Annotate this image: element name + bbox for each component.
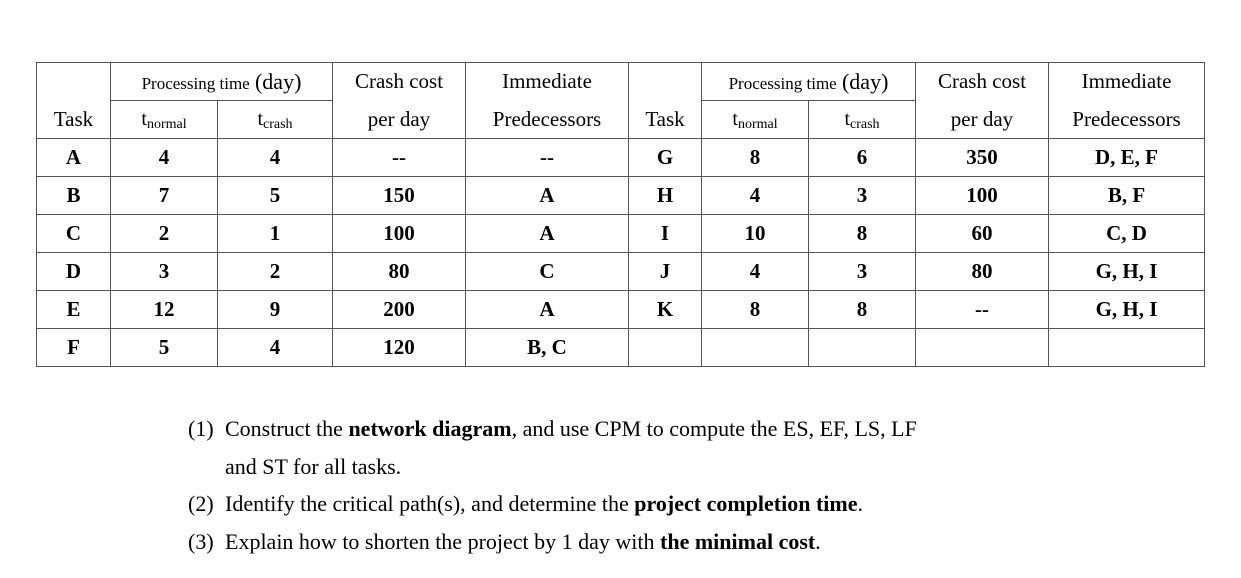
crash-cost-header-right: Crash cost <box>916 63 1049 101</box>
processing-time-header-right: Processing time (day) <box>702 63 916 101</box>
table-row <box>37 215 1205 253</box>
cell-pred: A <box>466 177 629 215</box>
cell-cost: 150 <box>333 177 466 215</box>
cell-crash: 9 <box>218 291 333 329</box>
cell-normal: 5 <box>111 329 218 367</box>
cell-crash: 6 <box>809 139 916 177</box>
cell-pred: G, H, I <box>1049 291 1205 329</box>
task-header-left: Task <box>37 101 111 139</box>
cell-task: I <box>629 215 702 253</box>
cell-normal: 8 <box>702 291 809 329</box>
cell-pred: A <box>466 291 629 329</box>
cell-normal: 12 <box>111 291 218 329</box>
cell-cost: 100 <box>333 215 466 253</box>
cell-cost: 120 <box>333 329 466 367</box>
cell-task: J <box>629 253 702 291</box>
cell-pred: B, F <box>1049 177 1205 215</box>
pred-header-right: Immediate <box>1049 63 1205 101</box>
cell-task: B <box>37 177 111 215</box>
cell-empty <box>809 329 916 367</box>
cell-task: D <box>37 253 111 291</box>
question-number: (2) <box>188 491 214 516</box>
cell-normal: 7 <box>111 177 218 215</box>
cell-cost: 350 <box>916 139 1049 177</box>
task-header-top-right <box>629 63 702 101</box>
per-day-header-right: per day <box>916 101 1049 139</box>
table-row <box>37 291 1205 329</box>
cell-crash: 8 <box>809 215 916 253</box>
task-table <box>36 62 1205 367</box>
t-crash-header-left: $t_{crash}$ <box>218 101 333 139</box>
question-number: (3) <box>188 528 214 554</box>
cell-task: E <box>37 291 111 329</box>
t-normal-header-right: $t_{normal}$ <box>702 101 809 139</box>
cell-task: A <box>37 139 111 177</box>
header-row-2 <box>37 101 1205 139</box>
cell-pred: B, C <box>466 329 629 367</box>
cell-cost: -- <box>916 291 1049 329</box>
table-row <box>37 177 1205 215</box>
cell-normal: 4 <box>702 253 809 291</box>
cell-crash: 5 <box>218 177 333 215</box>
table-row <box>37 329 1205 367</box>
cell-normal: 10 <box>702 215 809 253</box>
question-3: (3) Explain how to shorten the project by 1 day with the minimal cost. <box>188 523 1088 561</box>
cell-task: C <box>37 215 111 253</box>
cell-pred: -- <box>466 139 629 177</box>
table-row <box>37 253 1205 291</box>
cell-task: K <box>629 291 702 329</box>
cell-cost: 100 <box>916 177 1049 215</box>
cell-normal: 2 <box>111 215 218 253</box>
task-header-right: Task <box>629 101 702 139</box>
table-row <box>37 139 1205 177</box>
question-2: (2) Identify the critical path(s), and determine the project completion time. <box>188 485 1088 523</box>
cell-empty <box>1049 329 1205 367</box>
cell-cost: 80 <box>916 253 1049 291</box>
pred-header-left: Immediate <box>466 63 629 101</box>
cell-task: G <box>629 139 702 177</box>
cell-empty <box>916 329 1049 367</box>
cell-crash: 4 <box>218 139 333 177</box>
cell-crash: 3 <box>809 253 916 291</box>
question-number: (1) <box>188 416 214 441</box>
predecessors-header-left: Predecessors <box>466 101 629 139</box>
cell-task: F <box>37 329 111 367</box>
t-crash-header-right: $t_{crash}$ <box>809 101 916 139</box>
cell-empty <box>629 329 702 367</box>
cell-crash: 1 <box>218 215 333 253</box>
cell-pred: G, H, I <box>1049 253 1205 291</box>
cell-crash: 2 <box>218 253 333 291</box>
cell-pred: C <box>466 253 629 291</box>
cell-cost: 60 <box>916 215 1049 253</box>
cell-cost: -- <box>333 139 466 177</box>
cell-cost: 80 <box>333 253 466 291</box>
question-1: (1) Construct the network diagram, and use CPM to compute the ES, EF, LS, LF and ST for all tasks. <box>188 410 1088 485</box>
cell-empty <box>702 329 809 367</box>
cell-pred: C, D <box>1049 215 1205 253</box>
cell-cost: 200 <box>333 291 466 329</box>
cell-pred: D, E, F <box>1049 139 1205 177</box>
header-row-1 <box>37 63 1205 101</box>
cell-crash: 3 <box>809 177 916 215</box>
predecessors-header-right: Predecessors <box>1049 101 1205 139</box>
cell-normal: 3 <box>111 253 218 291</box>
question-list <box>188 410 1088 560</box>
cell-normal: 4 <box>702 177 809 215</box>
cell-task: H <box>629 177 702 215</box>
t-normal-header-left: $t_{normal}$ <box>111 101 218 139</box>
cell-normal: 4 <box>111 139 218 177</box>
cell-crash: 4 <box>218 329 333 367</box>
processing-time-header-left: Processing time (day) <box>111 63 333 101</box>
cell-normal: 8 <box>702 139 809 177</box>
cell-pred: A <box>466 215 629 253</box>
per-day-header-left: per day <box>333 101 466 139</box>
task-header-top-left <box>37 63 111 101</box>
crash-cost-header-left: Crash cost <box>333 63 466 101</box>
cell-crash: 8 <box>809 291 916 329</box>
